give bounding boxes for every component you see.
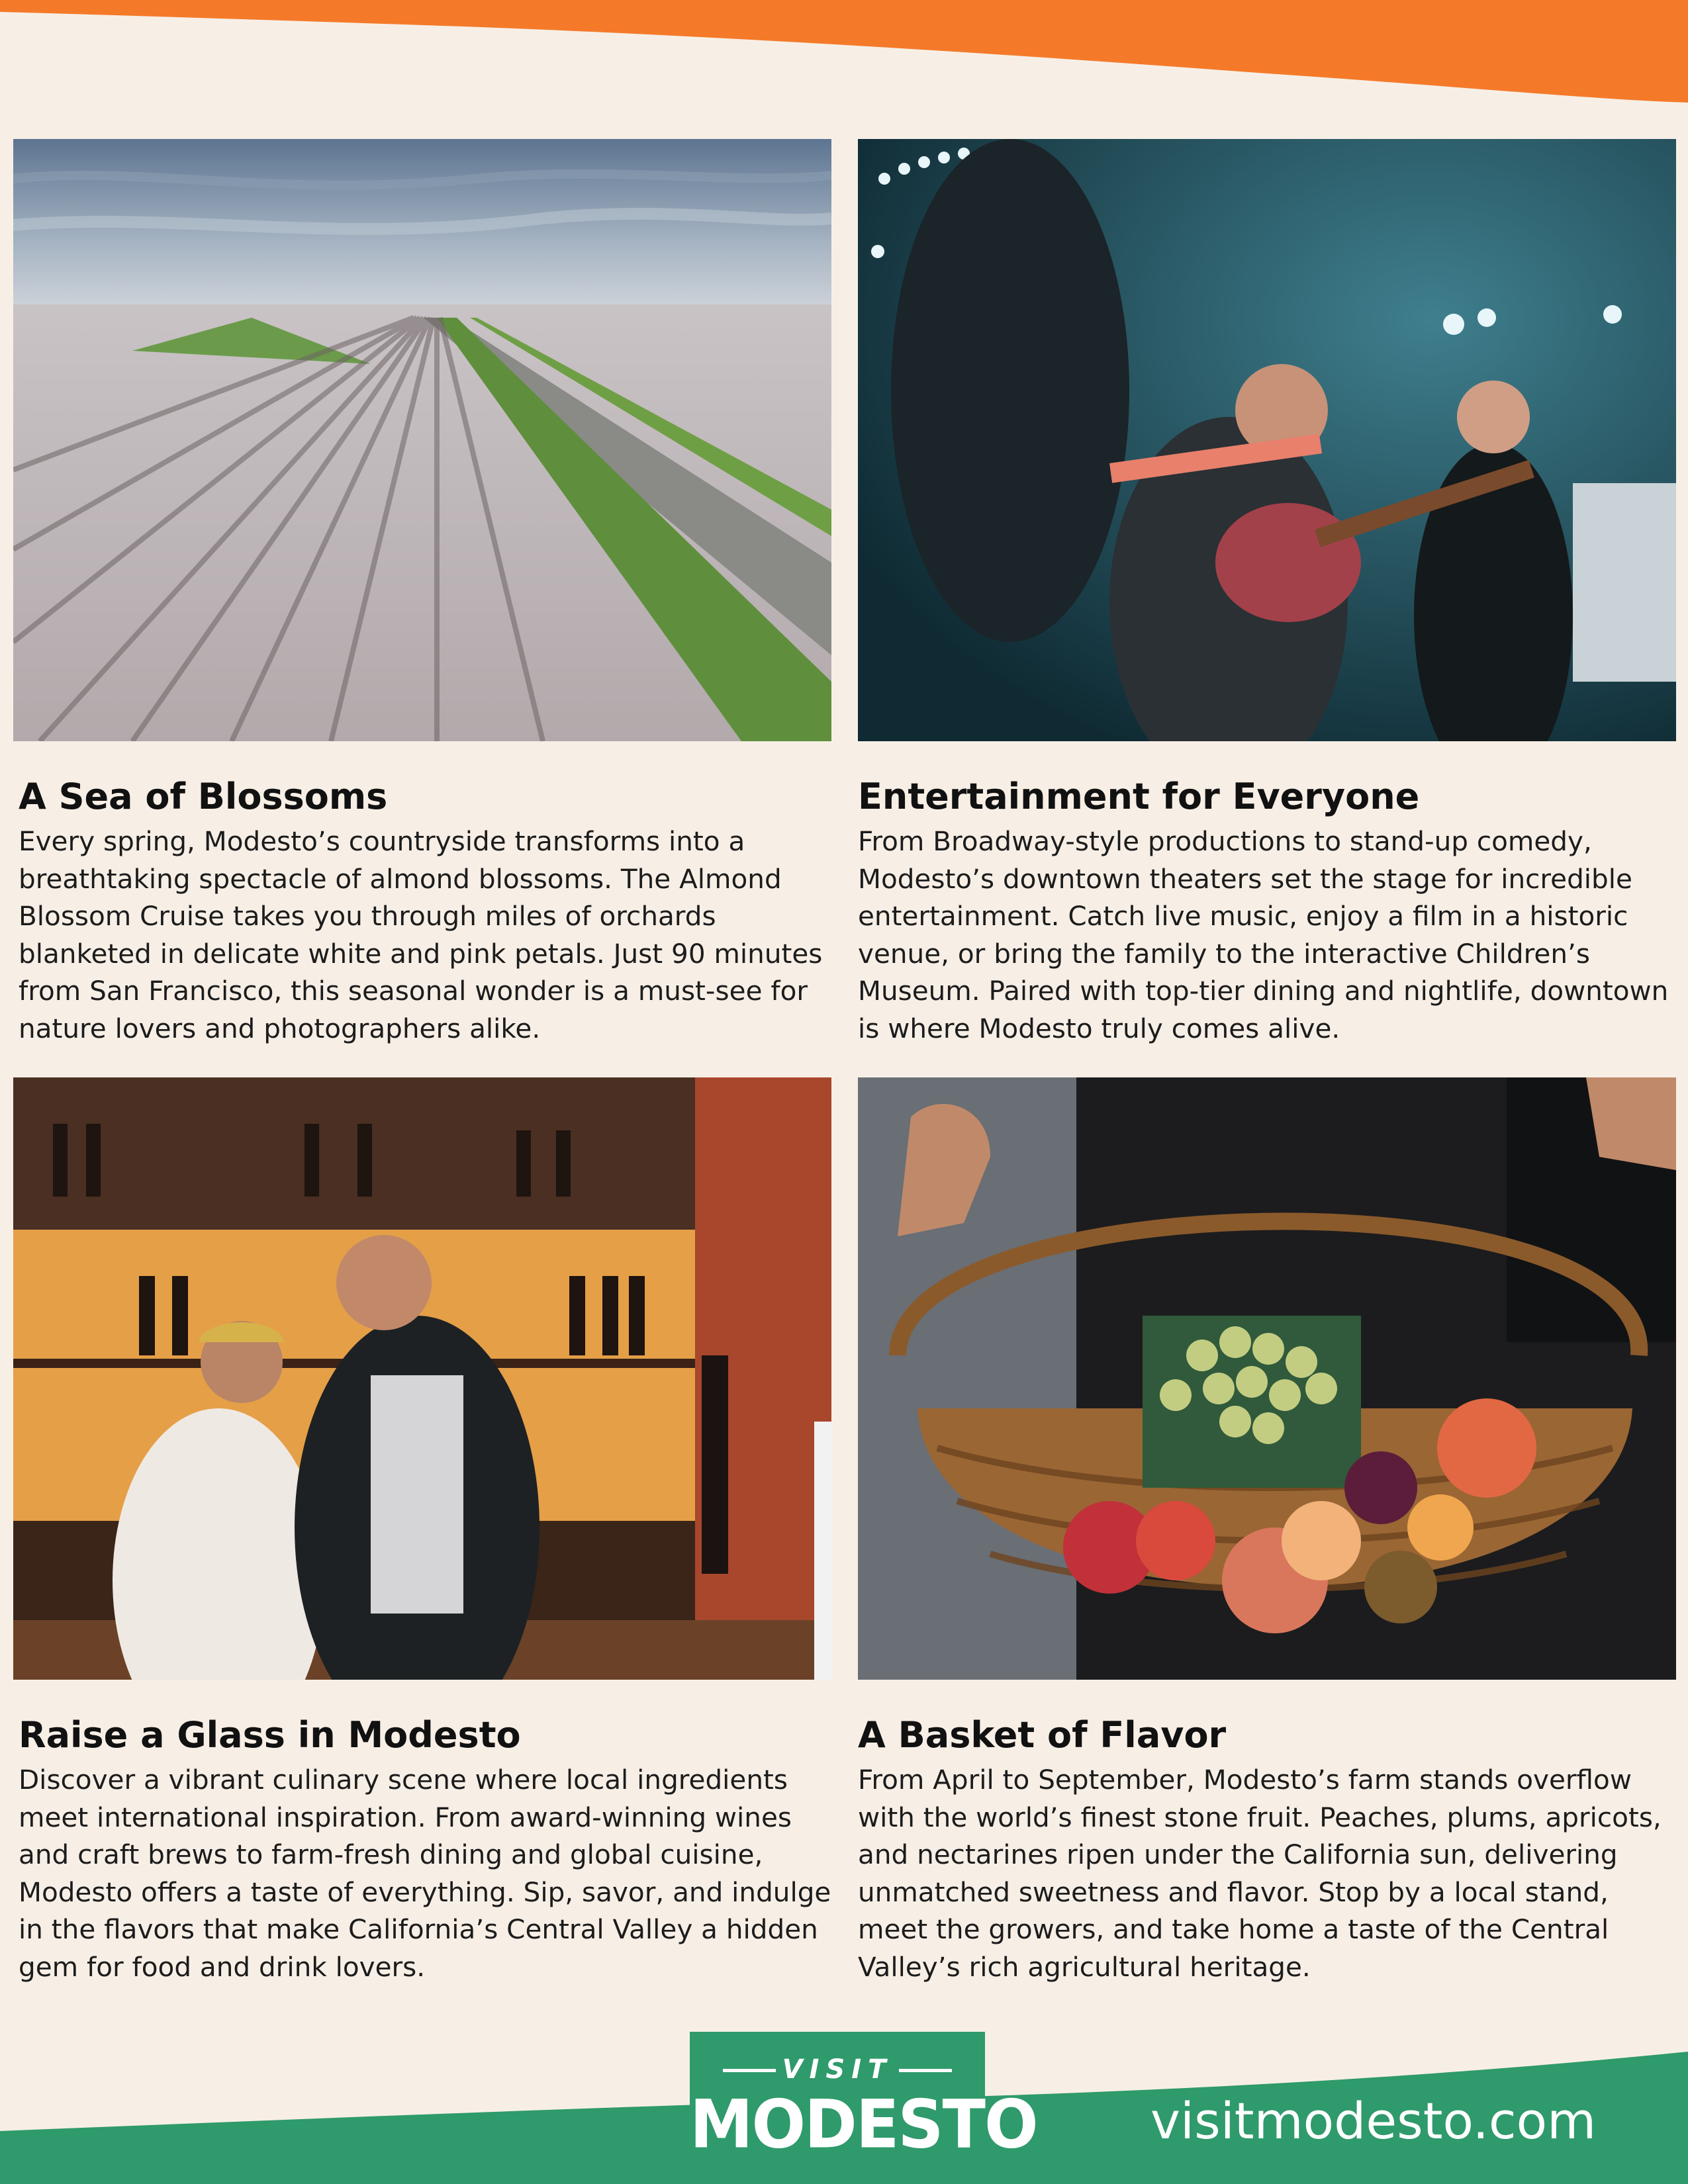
logo-visit-text: VISIT	[782, 2054, 893, 2085]
card-title-basket-of-flavor: A Basket of Flavor	[858, 1714, 1227, 1756]
card-text-raise-a-glass: Discover a vibrant culinary scene where local ingredients meet international inspiration. From award-winning wines and craft brews to farm-fresh dining and global cuisine, Modesto offers a taste of everything. Sip, savor, and indulge in the flavors that make California’s Central Valley a hidden gem for food and drink lovers.	[19, 1764, 831, 1983]
card-title-entertainment: Entertainment for Everyone	[858, 776, 1420, 817]
fruit-basket-photo	[858, 1077, 1676, 1680]
live-music-photo	[858, 139, 1676, 741]
card-text-entertainment: From Broadway-style productions to stand-up comedy, Modesto’s downtown theaters set the stage for incredible entertainment. Catch live music, enjoy a film in a historic venue, or bring the family to the interactive Children’s Museum. Paired with top-tier dining and nightlife, downtown is where Modesto truly comes alive.	[858, 825, 1669, 1044]
visit-modesto-logo[interactable]	[690, 2032, 1037, 2184]
almond-orchard-photo	[13, 139, 831, 741]
card-text-blossoms: Every spring, Modesto’s countryside transforms into a breathtaking spectacle of almond blossoms. The Almond Blossom Cruise takes you through miles of orchards blanketed in delicate white and pink petals. Just 90 minutes from San Francisco, this seasonal wonder is a must-see for nature lovers and photographers alike.	[19, 825, 823, 1044]
top-orange-wave	[0, 0, 1688, 113]
wine-tasting-photo	[13, 1077, 831, 1680]
card-title-blossoms: A Sea of Blossoms	[19, 776, 388, 817]
logo-modesto-text: MODESTO	[690, 2085, 1037, 2163]
card-text-basket-of-flavor: From April to September, Modesto’s farm stands overflow with the world’s finest stone fruit. Peaches, plums, apricots, and nectarines ripen under the California sun, delivering unmatched sweetness and flavor. Stop by a local stand, meet the growers, and take home a taste of the Central Valley’s rich agricultural heritage.	[858, 1764, 1662, 1983]
website-link[interactable]: visitmodesto.com	[1150, 2091, 1597, 2150]
card-title-raise-a-glass: Raise a Glass in Modesto	[19, 1714, 521, 1756]
